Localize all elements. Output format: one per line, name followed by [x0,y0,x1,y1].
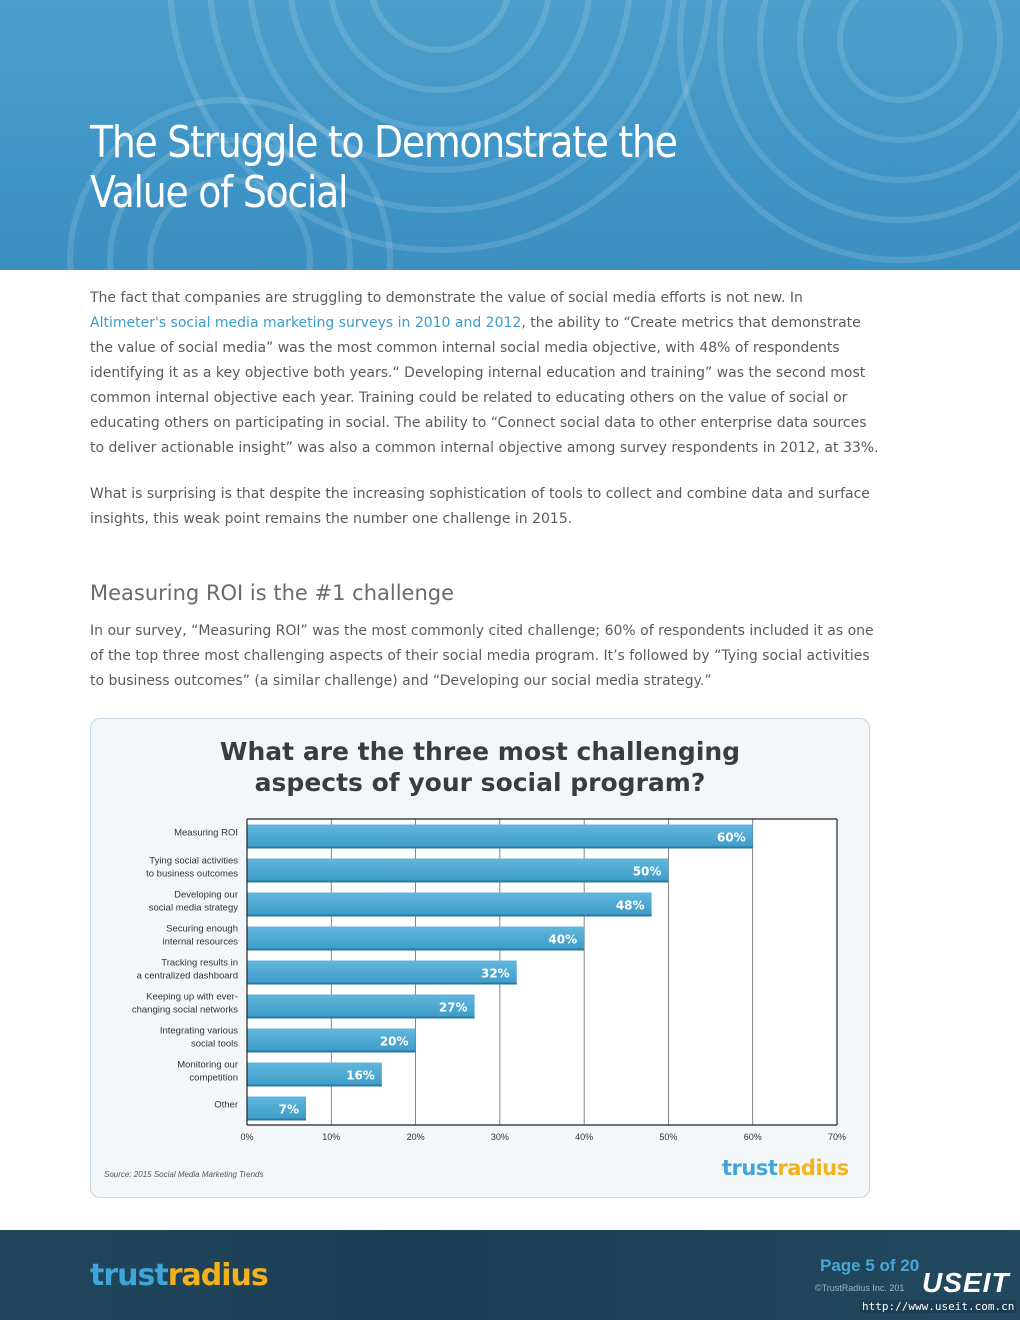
x-tick-label: 60% [743,1132,762,1142]
intro-lead: The fact that companies are struggling to demonstrate the value of social media efforts is not new. In [90,290,803,306]
x-tick-label: 30% [490,1132,509,1142]
category-label: Tying social activities [149,855,238,867]
bar-shadow [247,1051,416,1053]
category-label: social media strategy [148,902,238,914]
footer-logo-trust: trust [90,1258,168,1293]
bar-value-label: 32% [480,966,510,981]
bar-value-label: 60% [716,830,746,845]
x-tick-label: 10% [322,1132,341,1142]
watermark: USEIT [922,1267,1010,1298]
bar-value-label: 40% [548,932,578,947]
x-tick-label: 40% [575,1132,594,1142]
category-label: social tools [191,1038,238,1050]
chart-title-line-1: What are the three most challenging [219,737,741,766]
section-paragraph: In our survey, “Measuring ROI” was the most commonly cited challenge; 60% of respondents included it as one of the top three most challenging aspects of their social media program. It’s followed by “Tying social activities to business outcomes” (a similar challenge) and “Developing our social media strategy.” [90,623,874,689]
category-label: competition [189,1072,238,1084]
title-line-2: Value of Social [90,167,348,218]
bar-value-label: 7% [278,1102,299,1117]
category-label: Securing enough [166,923,238,935]
chart-title-line-2: aspects of your social program? [254,768,706,797]
category-label: a centralized dashboard [136,970,238,982]
category-label: Other [214,1099,238,1111]
category-label: Integrating various [159,1025,238,1037]
bar-shadow [247,1119,306,1121]
footer-logo[interactable] [90,1258,268,1293]
x-tick-label: 50% [659,1132,678,1142]
bar [247,927,584,951]
chart-logo [722,1156,849,1180]
intro-rest: , the ability to “Create metrics that demonstrate the value of social media” was the most common internal social media objective, with 48% of respondents identifying it as a key objective both years.“ Developing internal education and training” was the second most common internal objective each year. Training could be related to educating others on the value of social or educating others on participating in social. The ability to “Connect social data to other enterprise data sources to deliver actionable insight” was also a common internal objective among survey respondents in 2012, at 33%. [90,315,879,456]
chart-logo-radius: radius [777,1156,849,1180]
category-label: Developing our [174,889,238,901]
bar-value-label: 50% [632,864,662,879]
chart-logo-trust: trust [722,1156,778,1180]
chart-source: Source: 2015 Social Media Marketing Trends [104,1170,264,1179]
category-label: internal resources [162,936,238,948]
category-label: Keeping up with ever- [146,991,238,1003]
bar [247,825,753,849]
page-number: Page 5 of 20 [820,1256,920,1275]
altimeter-link[interactable]: Altimeter's social media marketing surveys in 2010 and 2012 [90,315,522,331]
section-title: Measuring ROI is the #1 challenge [90,581,455,605]
surprise-paragraph: What is surprising is that despite the increasing sophistication of tools to collect and combine data and surface insights, this weak point remains the number one challenge in 2015. [90,486,870,527]
bar-shadow [247,881,668,883]
category-label: changing social networks [131,1004,238,1016]
category-label: Measuring ROI [174,827,238,839]
watermark-url: http://www.useit.com.cn [862,1300,1015,1313]
footer-logo-radius: radius [167,1258,268,1293]
bar [247,893,652,917]
bar-value-label: 48% [615,898,645,913]
bar-value-label: 27% [438,1000,468,1015]
bar-shadow [247,983,517,985]
bar-value-label: 20% [379,1034,409,1049]
copyright: ©TrustRadius Inc. 201 [815,1283,905,1293]
bar-value-label: 16% [346,1068,375,1083]
bar-shadow [247,847,753,849]
bar-shadow [247,949,584,951]
category-label: to business outcomes [146,868,238,880]
bar [247,859,668,883]
category-label: Tracking results in [161,957,238,969]
category-label: Monitoring our [177,1059,238,1071]
x-tick-label: 20% [406,1132,425,1142]
bar-shadow [247,1085,382,1087]
bar [247,961,517,985]
title-line-1: The Struggle to Demonstrate the [90,117,677,168]
bar-shadow [247,1017,475,1019]
bar-shadow [247,915,652,917]
x-tick-label: 70% [827,1132,847,1142]
x-tick-label: 0% [240,1132,254,1142]
